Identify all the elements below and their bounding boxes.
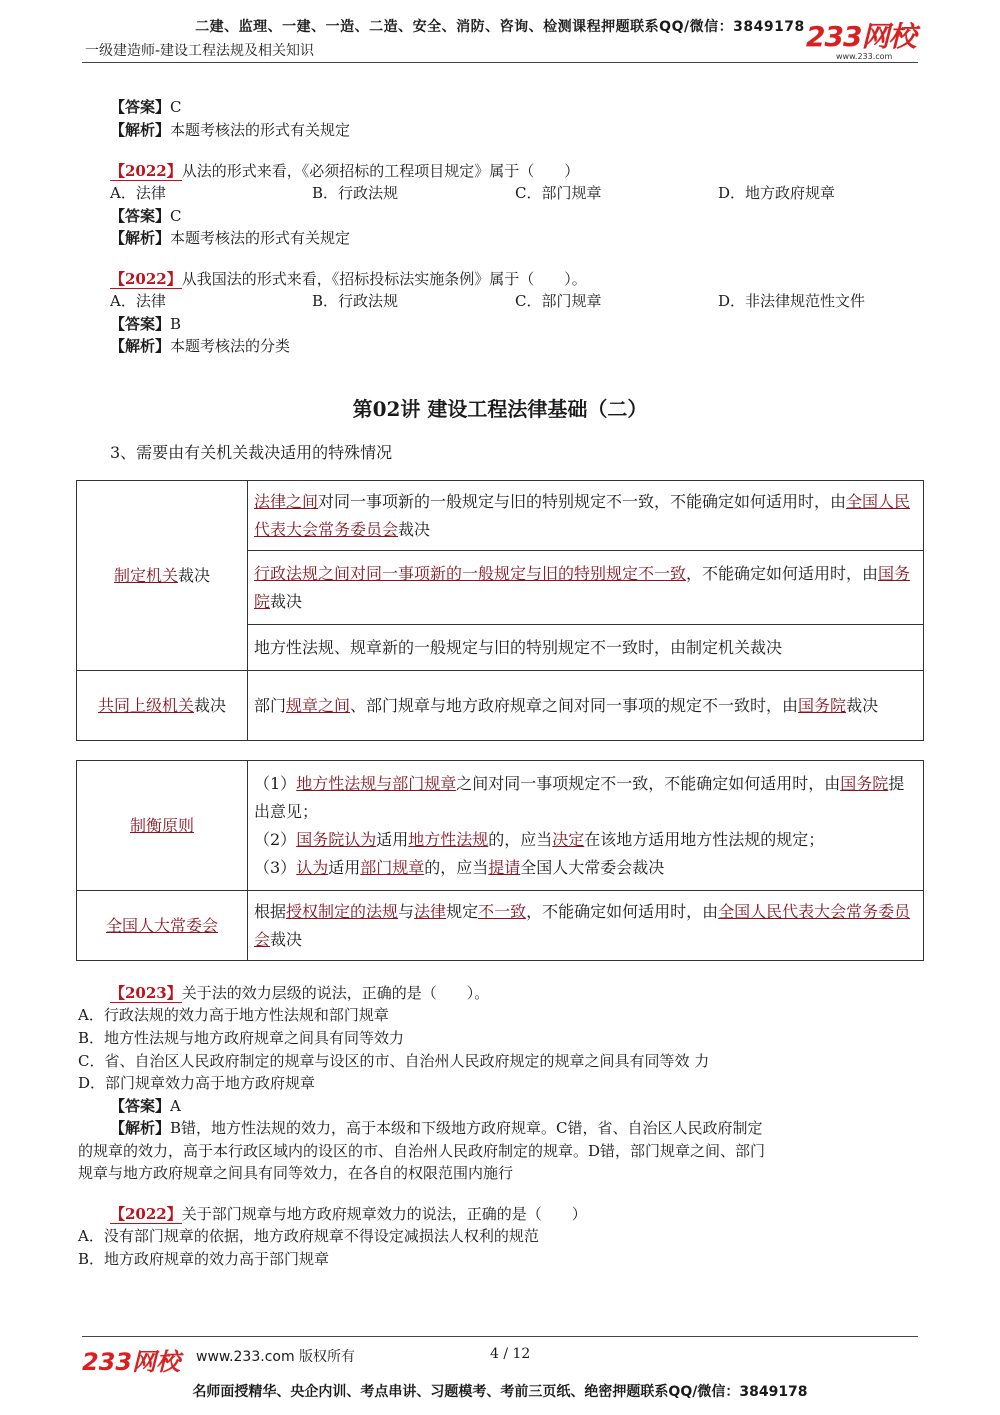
option-c: C．省、自治区人民政府制定的规章与设区的市、自治州人民政府规定的规章之间具有同等效 力 xyxy=(78,1052,710,1070)
question-stem: 【2023】关于法的效力层级的说法，正确的是（ ）。 xyxy=(110,984,490,1002)
answer-line: 【答案】C xyxy=(110,207,182,225)
row-head-enacting-body: 制定机关裁决 xyxy=(77,481,248,671)
lecture-title: 第02讲 建设工程法律基础（二） xyxy=(352,397,648,421)
option-a: A．没有部门规章的依据，地方政府规章不得设定减损法人权利的规范 xyxy=(78,1227,539,1245)
option-b: B．地方性法规与地方政府规章之间具有同等效力 xyxy=(78,1029,405,1047)
logo-url: www.233.com xyxy=(836,52,893,61)
analysis-line: 【解析】B错，地方性法规的效力，高于本级和下级地方政府规章。C错，省、自治区人民政府制定 xyxy=(110,1119,763,1137)
option-a: A．法律 xyxy=(110,184,166,202)
section-heading: 3、需要由有关机关裁决适用的特殊情况 xyxy=(110,443,393,462)
header-banner: 二建、监理、一建、一造、二造、安全、消防、咨询、检测课程押题联系QQ/微信：3849178 xyxy=(195,19,805,35)
option-b: B．行政法规 xyxy=(312,184,399,202)
row-head-npc-standing-committee: 全国人大常委会 xyxy=(77,891,248,961)
analysis-line: 【解析】本题考核法的形式有关规定 xyxy=(110,121,351,139)
footer-banner: 名师面授精华、央企内训、考点串讲、习题模考、考前三页纸、绝密押题联系QQ/微信：3849178 xyxy=(192,1384,808,1400)
page-number: 4 / 12 xyxy=(490,1346,531,1362)
question-stem: 【2022】关于部门规章与地方政府规章效力的说法，正确的是（ ） xyxy=(110,1205,587,1223)
question-stem: 【2022】从我国法的形式来看，《招标投标法实施条例》属于（ ）。 xyxy=(110,270,587,288)
table-cell: 法律之间对同一事项新的一般规定与旧的特别规定不一致，不能确定如何适用时，由全国人民代表大会常务委员会裁决 xyxy=(248,481,924,551)
question-stem: 【2022】从法的形式来看，《必须招标的工程项目规定》属于（ ） xyxy=(110,162,580,180)
answer-line: 【答案】B xyxy=(110,315,182,333)
table-cell: （1）地方性法规与部门规章之间对同一事项规定不一致，不能确定如何适用时，由国务院提出意见； （2）国务院认为适用地方性法规的，应当决定在该地方适用地方性法规的规定； （3）认为适用部门规章的，应当提请全国人大常委会裁决 xyxy=(248,761,924,891)
option-b: B．地方政府规章的效力高于部门规章 xyxy=(78,1250,330,1268)
option-a: A．法律 xyxy=(110,292,166,310)
footer-divider xyxy=(82,1336,918,1337)
table-cell: 地方性法规、规章新的一般规定与旧的特别规定不一致时，由制定机关裁决 xyxy=(248,625,924,671)
option-a: A．行政法规的效力高于地方性法规和部门规章 xyxy=(78,1006,389,1024)
header-divider xyxy=(82,62,918,63)
ruling-table xyxy=(76,480,924,741)
table-cell: 部门规章之间、部门规章与地方政府规章之间对同一事项的规定不一致时，由国务院裁决 xyxy=(248,671,924,741)
option-b: B．行政法规 xyxy=(312,292,399,310)
year-tag: 【2022】 xyxy=(110,1205,182,1223)
year-tag: 【2022】 xyxy=(110,270,182,288)
table-cell: 根据授权制定的法规与法律规定不一致，不能确定如何适用时，由全国人民代表大会常务委员会裁决 xyxy=(248,891,924,961)
option-d: D．部门规章效力高于地方政府规章 xyxy=(78,1074,316,1092)
table-row xyxy=(77,891,924,961)
option-c: C．部门规章 xyxy=(515,184,602,202)
option-c: C．部门规章 xyxy=(515,292,602,310)
answer-line: 【答案】C xyxy=(110,98,182,116)
options-row xyxy=(78,290,918,312)
analysis-line: 【解析】本题考核法的形式有关规定 xyxy=(110,229,351,247)
analysis-line: 【解析】本题考核法的分类 xyxy=(110,337,291,355)
footer-logo: 233网校 xyxy=(82,1348,181,1376)
option-d: D．地方政府规章 xyxy=(718,184,836,202)
row-head-common-superior: 共同上级机关裁决 xyxy=(77,671,248,741)
table-row xyxy=(77,761,924,891)
analysis-line: 的规章的效力，高于本行政区域内的设区的市、自治州人民政府制定的规章。D错，部门规章之间、部门 xyxy=(78,1142,766,1160)
table-row xyxy=(77,671,924,741)
year-tag: 【2022】 xyxy=(110,162,182,180)
row-head-balance-principle: 制衡原则 xyxy=(77,761,248,891)
options-row xyxy=(78,182,918,204)
balance-table xyxy=(76,760,924,961)
footer-copyright: www.233.com 版权所有 xyxy=(196,1349,356,1365)
logo-text: 233网校 xyxy=(806,20,916,53)
answer-line: 【答案】A xyxy=(110,1097,181,1115)
table-row xyxy=(77,481,924,551)
year-tag: 【2023】 xyxy=(110,984,182,1002)
analysis-line: 规章与地方政府规章之间具有同等效力，在各自的权限范围内施行 xyxy=(78,1164,514,1182)
table-cell: 行政法规之间对同一事项新的一般规定与旧的特别规定不一致，不能确定如何适用时，由国务院裁决 xyxy=(248,551,924,625)
option-d: D．非法律规范性文件 xyxy=(718,292,866,310)
document-subtitle: 一级建造师-建设工程法规及相关知识 xyxy=(85,43,315,59)
